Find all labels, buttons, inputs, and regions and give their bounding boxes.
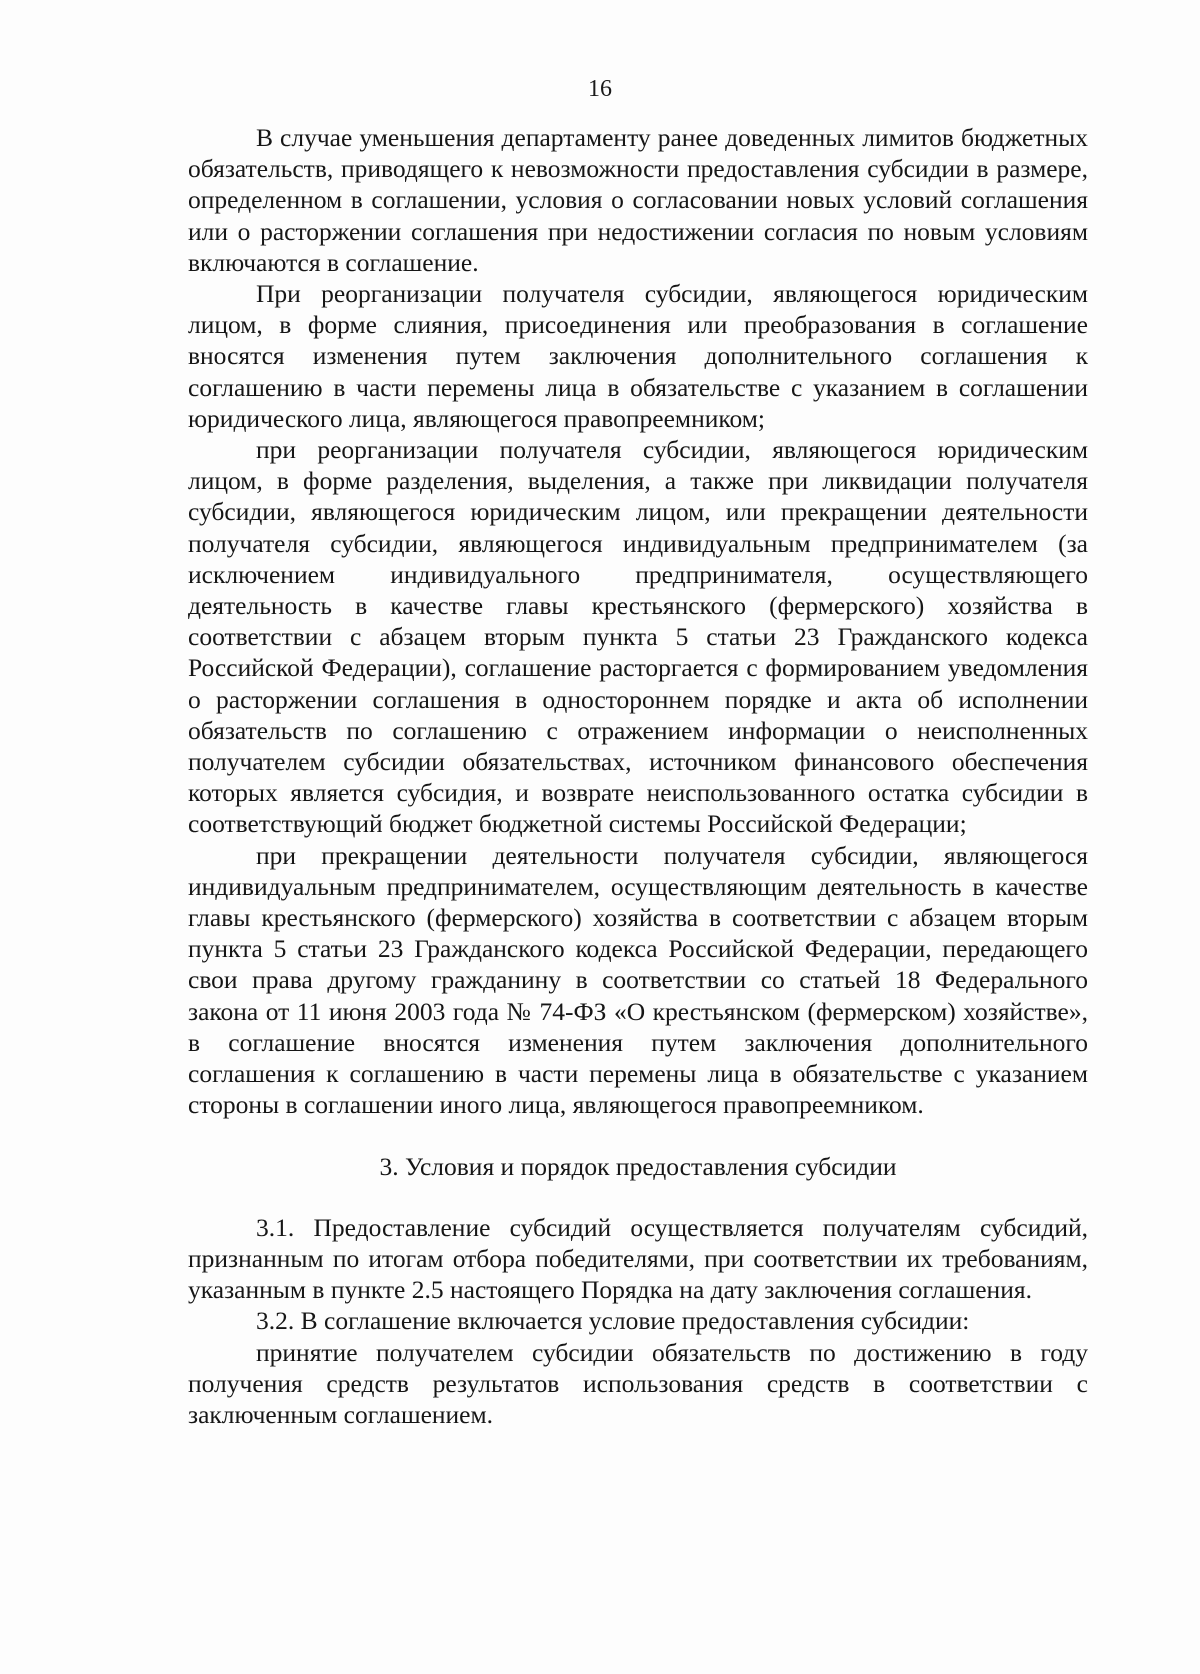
document-body	[188, 122, 1088, 1430]
paragraph-reorganization-merger: При реорганизации получателя субсидии, являющегося юридическим лицом, в форме слияния, присоединения или преобразования в соглашение вносятся изменения путем заключения дополнительного соглашения к соглашению в части перемены лица в обязательстве с указанием в соглашении юридического лица, являющегося правопреемником;	[188, 279, 1088, 433]
paragraph-3-1: 3.1. Предоставление субсидий осуществляется получателям субсидий, признанным по итогам отбора победителями, при соответствии их требованиям, указанным в пункте 2.5 настоящего Порядка на дату заключения соглашения.	[188, 1212, 1088, 1305]
paragraph-reorganization-division: при реорганизации получателя субсидии, являющегося юридическим лицом, в форме разделения, выделения, а также при ликвидации получателя субсидии, являющегося юридическим лицом, или прекращении деятельности получателя субсидии, являющегося индивидуальным предпринимателем (за исключением индивидуального предпринимателя, осуществляющего деятельность в качестве главы крестьянского (фермерского) хозяйства в соответствии с абзацем вторым пункта 5 статьи 23 Гражданского кодекса Российской Федерации), соглашение расторгается с формированием уведомления о расторжении соглашения в одностороннем порядке и акта об исполнении обязательств по соглашению с отражением информации о неисполненных получателем субсидии обязательствах, источником финансового обеспечения которых является субсидия, и возврате неиспользованного остатка субсидии в соответствующий бюджет бюджетной системы Российской Федерации;	[188, 435, 1088, 839]
paragraph-farm-termination: при прекращении деятельности получателя субсидии, являющегося индивидуальным предпринимателем, осуществляющим деятельность в качестве главы крестьянского (фермерского) хозяйства в соответствии с абзацем вторым пункта 5 статьи 23 Гражданского кодекса Российской Федерации, передающего свои права другому гражданину в соответствии со статьей 18 Федерального закона от 11 июня 2003 года № 74-ФЗ «О крестьянском (фермерском) хозяйстве», в соглашение вносятся изменения путем заключения дополнительного соглашения к соглашению в части перемены лица в обязательстве с указанием стороны в соглашении иного лица, являющегося правопреемником.	[188, 840, 1088, 1120]
page-number: 16	[588, 76, 612, 102]
paragraph-3-2-condition: принятие получателем субсидии обязательств по достижению в году получения средств результатов использования средств в соответствии с заключенным соглашением.	[188, 1337, 1088, 1429]
section-heading: 3. Условия и порядок предоставления субсидии	[379, 1151, 897, 1181]
paragraph-3-2: 3.2. В соглашение включается условие предоставления субсидии:	[256, 1306, 970, 1336]
paragraph-budget-limits: В случае уменьшения департаменту ранее доведенных лимитов бюджетных обязательств, приводящего к невозможности предоставления субсидии в размере, определенном в соглашении, условия о согласовании новых условий соглашения или о расторжении соглашения при недостижении согласия по новым условиям включаются в соглашение.	[188, 123, 1088, 277]
